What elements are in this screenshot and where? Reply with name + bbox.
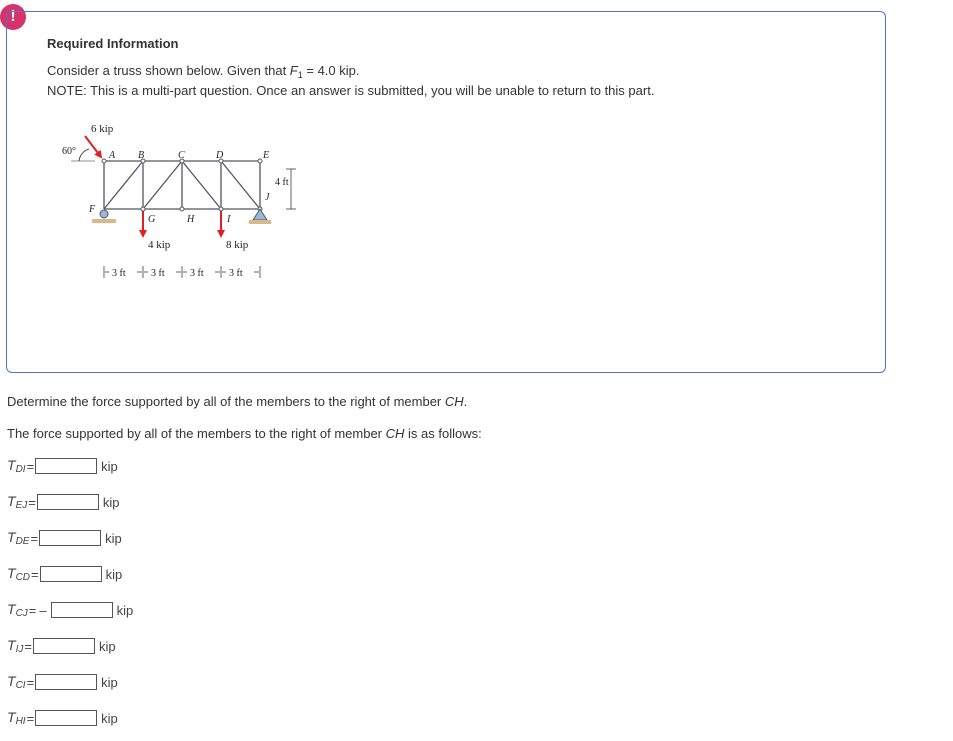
prompt-prefix: Determine the force supported by all of the members to the right of member [7, 394, 445, 409]
lead-member: CH [385, 426, 405, 441]
minus-sign: – [39, 602, 47, 618]
node-label-i: I [227, 214, 231, 225]
answer-input-thi[interactable] [35, 710, 97, 726]
node-label-e: E [263, 150, 270, 161]
answer-row-tci [7, 672, 118, 692]
required-information-panel [6, 11, 886, 373]
node-label-j: J [265, 192, 270, 203]
unit-label: kip [98, 638, 116, 654]
node-label-b: B [138, 150, 145, 161]
var-label: $T_{CD}$ [7, 565, 31, 583]
answer-input-tej[interactable] [37, 494, 99, 510]
pin-support-right [249, 209, 271, 224]
answer-input-tde[interactable] [39, 530, 101, 546]
answer-input-tcd[interactable] [40, 566, 102, 582]
unit-label: kip [101, 458, 118, 474]
answer-lead [7, 426, 482, 441]
var-label: $T_{CI}$ [7, 673, 26, 691]
load-label-4kip: 4 kip [148, 239, 171, 251]
equals-sign: = [30, 530, 39, 546]
var-label: $T_{HI}$ [7, 709, 26, 727]
height-dimension [286, 169, 296, 209]
node-label-h: H [187, 214, 195, 225]
equals-sign: = [26, 674, 35, 690]
question-prompt [7, 394, 467, 409]
equals-sign: = [31, 566, 39, 582]
answer-row-tcd [7, 564, 122, 584]
node-label-a: A [109, 150, 116, 161]
lead-suffix: is as follows: [404, 426, 482, 441]
height-label: 4 ft [275, 177, 289, 188]
answer-row-tde [7, 528, 122, 548]
force-symbol: F [289, 63, 298, 78]
node-label-d: D [216, 150, 224, 161]
lead-prefix: The force supported by all of the members to the right of member [7, 426, 386, 441]
unit-label: kip [105, 566, 123, 582]
answer-row-tcj [7, 600, 133, 620]
panel-title: Required Information [47, 36, 179, 51]
answer-row-thi [7, 708, 118, 728]
var-label: $T_{DI}$ [7, 457, 26, 475]
span-label: 3 ft [112, 268, 126, 279]
equals-sign: = [26, 710, 35, 726]
answer-row-tij [7, 636, 116, 656]
equals-sign: = [28, 494, 36, 510]
var-label: $T_{EJ}$ [7, 493, 28, 511]
var-label: $T_{DE}$ [7, 529, 30, 547]
truss-members [104, 161, 260, 209]
var-label: $T_{CJ}$ [7, 601, 28, 619]
pin-support-left [92, 210, 116, 223]
note-text: NOTE: This is a multi-part question. Once an answer is submitted, you will be unable to return to this part. [47, 83, 655, 98]
truss-diagram [57, 116, 287, 284]
node-label-f: F [89, 204, 96, 215]
angle-arc [79, 149, 89, 161]
var-label: $T_{IJ}$ [7, 637, 24, 655]
unit-label: kip [116, 602, 134, 618]
span-label: 3 ft [190, 268, 204, 279]
unit-label: kip [101, 674, 118, 690]
intro-prefix: Consider a truss shown below. Given that [47, 63, 290, 78]
span-label: 3 ft [229, 268, 243, 279]
node-label-g: G [148, 214, 156, 225]
answer-input-tdi[interactable] [35, 458, 97, 474]
load-label-top: 6 kip [91, 123, 114, 135]
intro-suffix: = 4.0 kip. [302, 63, 360, 78]
load-label-8kip: 8 kip [226, 239, 249, 251]
unit-label: kip [102, 494, 120, 510]
equals-sign: = [28, 602, 37, 618]
answer-input-tij[interactable] [33, 638, 95, 654]
intro-text [47, 63, 360, 80]
angle-label: 60° [62, 146, 76, 157]
span-label: 3 ft [151, 268, 165, 279]
prompt-member: CH [444, 394, 464, 409]
alert-icon: ! [0, 4, 26, 30]
answer-input-tci[interactable] [35, 674, 97, 690]
answer-input-tcj[interactable] [51, 602, 113, 618]
unit-label: kip [101, 710, 118, 726]
force-subscript: 1 [297, 70, 303, 80]
equals-sign: = [26, 458, 35, 474]
answer-row-tej [7, 492, 119, 512]
answer-row-tdi [7, 456, 118, 476]
unit-label: kip [105, 530, 122, 546]
node-label-c: C [178, 150, 185, 161]
equals-sign: = [24, 638, 32, 654]
load-arrow-6kip [85, 136, 101, 157]
prompt-suffix: . [463, 394, 468, 409]
